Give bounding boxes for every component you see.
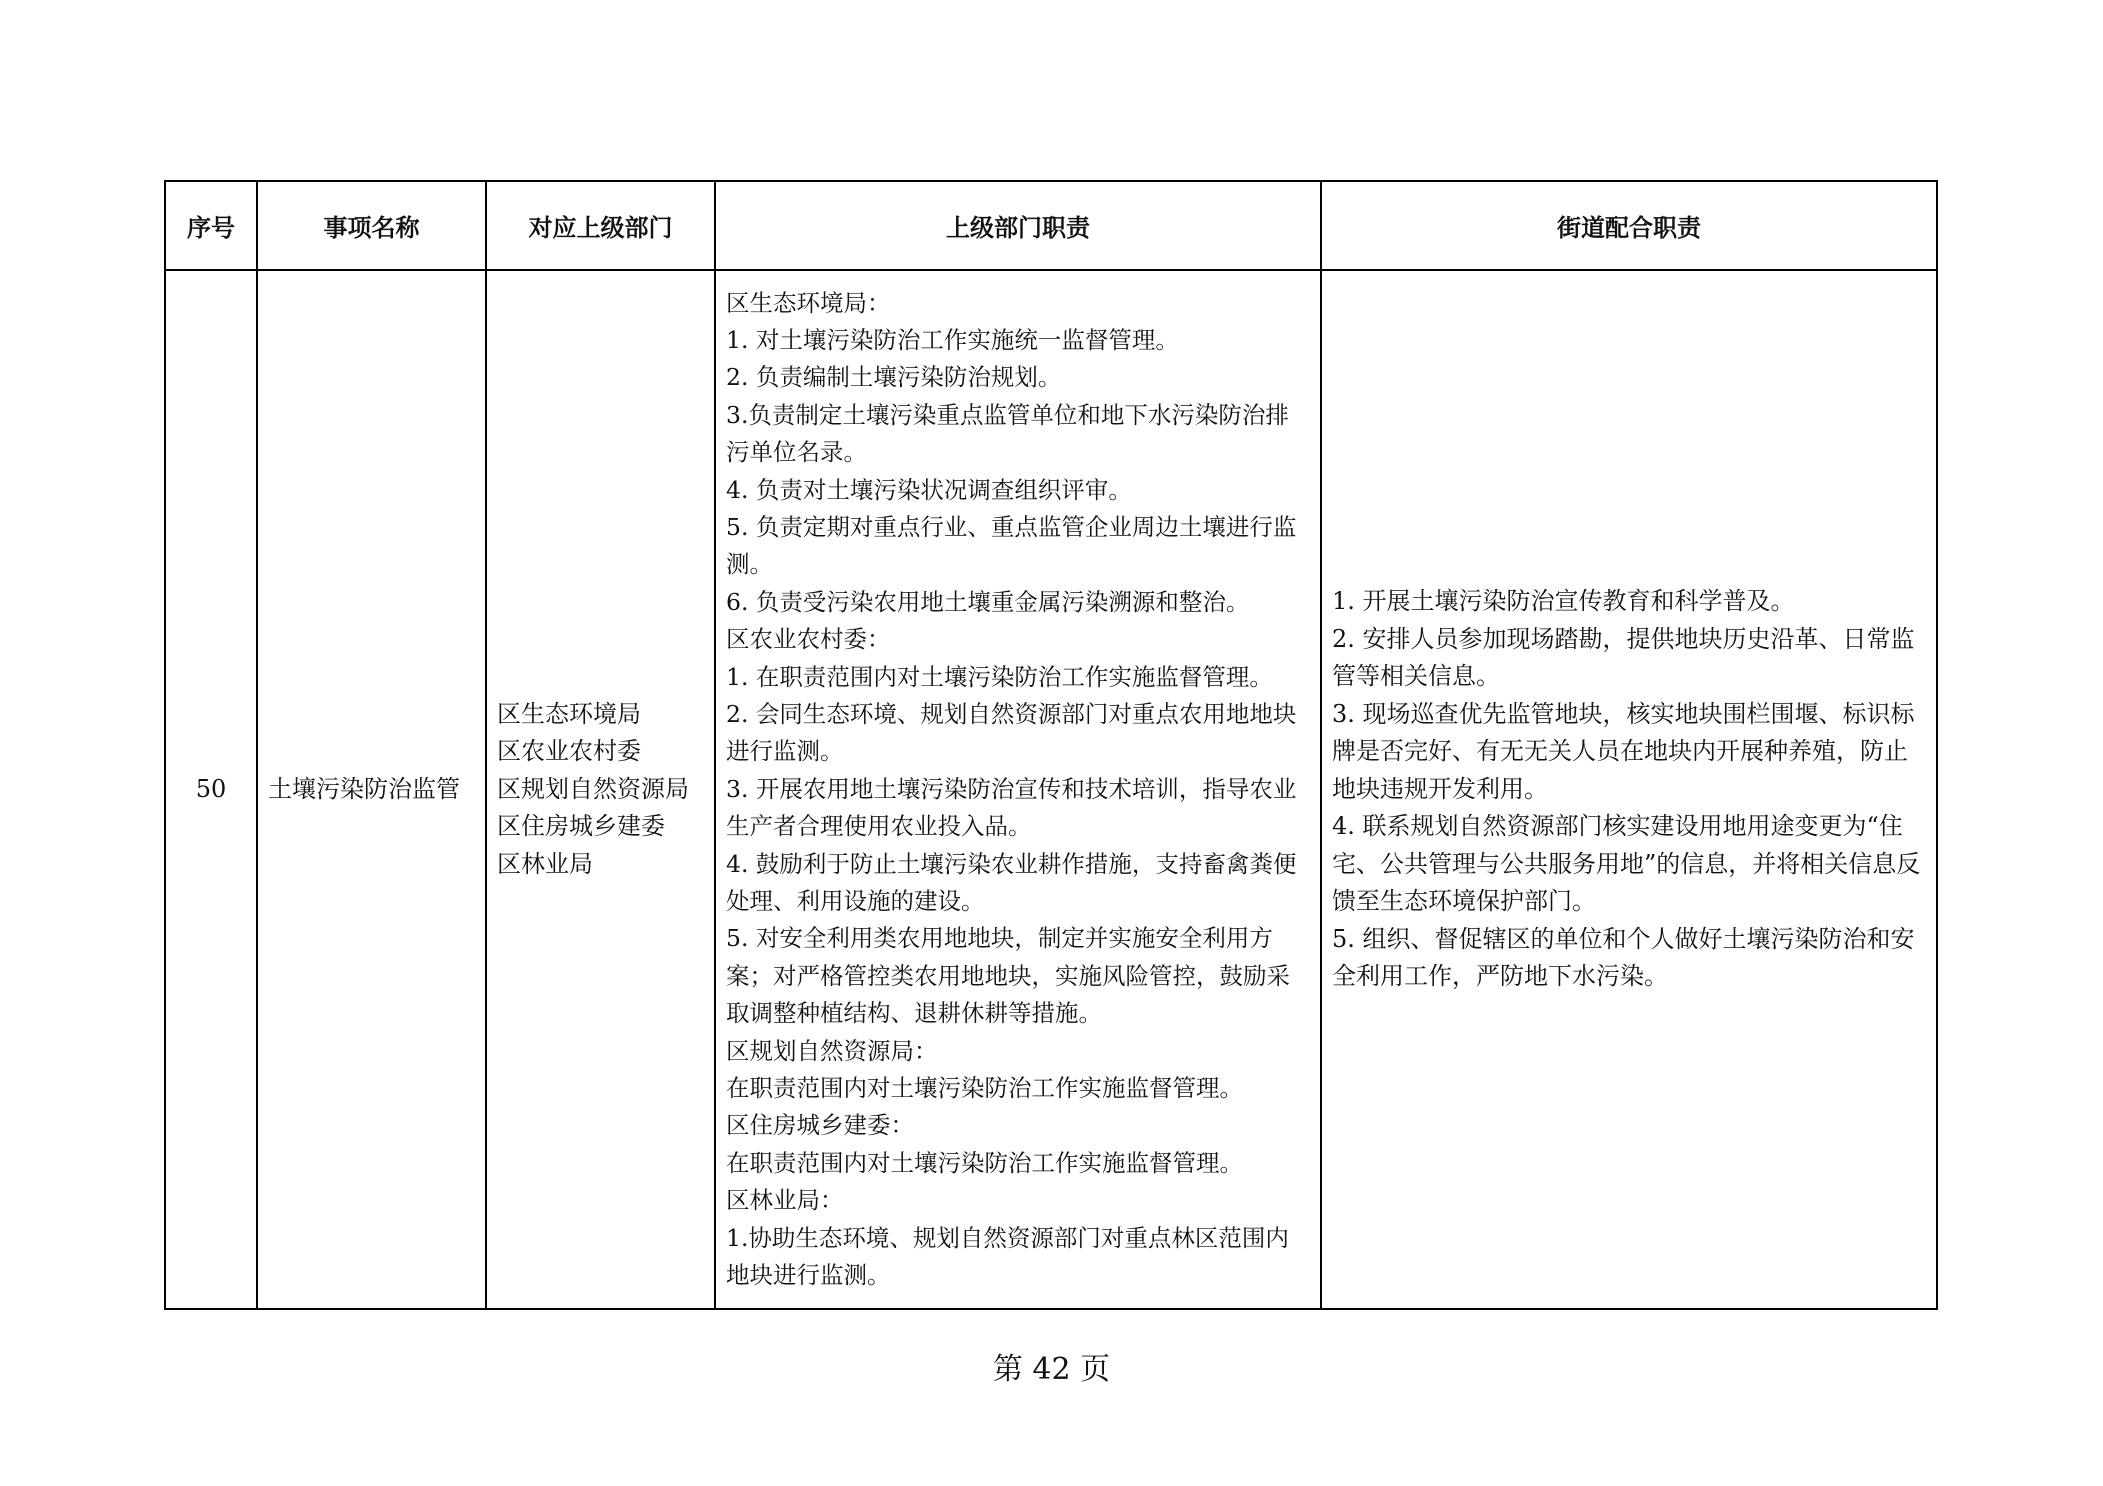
upper-duty-line: 1.协助生态环境、规划自然资源部门对重点林区范围内地块进行监测。 (726, 1223, 1289, 1290)
cell-street-duties (1321, 270, 1937, 1309)
street-duty-line: 4. 联系规划自然资源部门核实建设用地用途变更为“住宅、公共管理与公共服务用地”的信息，并将相关信息反馈至生态环境保护部门。 (1332, 812, 1921, 916)
upper-duty-line: 区住房城乡建委： (726, 1111, 914, 1140)
cell-upper-duties (715, 270, 1321, 1309)
header-item-name: 事项名称 (257, 181, 486, 270)
street-duty-line: 2. 安排人员参加现场踏勘，提供地块历史沿革、日常监管等相关信息。 (1332, 624, 1915, 691)
street-duty-line: 5. 组织、督促辖区的单位和个人做好土壤污染防治和安全利用工作，严防地下水污染。 (1332, 924, 1915, 991)
upper-duty-line: 4. 负责对土壤污染状况调查组织评审。 (726, 475, 1132, 504)
dept-line: 区规划自然资源局 (497, 774, 689, 803)
upper-duty-line: 在职责范围内对土壤污染防治工作实施监督管理。 (726, 1074, 1243, 1103)
dept-line: 区农业农村委 (497, 737, 641, 766)
dept-line: 区生态环境局 (497, 699, 641, 728)
upper-duty-line: 区规划自然资源局： (726, 1036, 938, 1065)
cell-item-name (257, 270, 486, 1309)
table-header-row (165, 181, 1937, 270)
upper-duty-line: 在职责范围内对土壤污染防治工作实施监督管理。 (726, 1148, 1243, 1177)
upper-duty-line: 4. 鼓励利于防止土壤污染农业耕作措施，支持畜禽粪便处理、利用设施的建设。 (726, 849, 1297, 916)
upper-duty-line: 1. 对土壤污染防治工作实施统一监督管理。 (726, 325, 1179, 354)
page-number: 第 42 页 (992, 1352, 1111, 1387)
upper-duty-line: 1. 在职责范围内对土壤污染防治工作实施监督管理。 (726, 662, 1273, 691)
upper-duty-line: 区生态环境局： (726, 288, 891, 317)
cell-upper-dept (486, 270, 715, 1309)
duties-table (164, 180, 1938, 1310)
upper-duty-line: 2. 负责编制土壤污染防治规划。 (726, 363, 1062, 392)
header-upper-dept: 对应上级部门 (486, 181, 715, 270)
upper-duty-line: 6. 负责受污染农用地土壤重金属污染溯源和整治。 (726, 587, 1250, 616)
upper-duty-line: 3. 开展农用地土壤污染防治宣传和技术培训，指导农业生产者合理使用农业投入品。 (726, 774, 1297, 841)
header-seq: 序号 (165, 181, 257, 270)
upper-duty-line: 5. 对安全利用类农用地地块，制定并实施安全利用方案；对严格管控类农用地地块，实施风险管控，鼓励采取调整种植结构、退耕休耕等措施。 (726, 924, 1290, 1028)
street-duty-line: 1. 开展土壤污染防治宣传教育和科学普及。 (1332, 587, 1795, 616)
item-name-text: 土壤污染防治监管 (268, 774, 460, 803)
upper-duty-line: 2. 会同生态环境、规划自然资源部门对重点农用地地块进行监测。 (726, 699, 1297, 766)
dept-line: 区住房城乡建委 (497, 812, 665, 841)
header-street-duties: 街道配合职责 (1321, 181, 1937, 270)
upper-duty-line: 区林业局： (726, 1186, 844, 1215)
dept-line: 区林业局 (497, 849, 593, 878)
table-row (165, 270, 1937, 1309)
street-duty-line: 3. 现场巡查优先监管地块，核实地块围栏围堰、标识标牌是否完好、有无无关人员在地块内开展种养殖，防止地块违规开发利用。 (1332, 699, 1915, 803)
header-upper-duties: 上级部门职责 (715, 181, 1321, 270)
cell-seq: 50 (165, 270, 257, 1309)
upper-duty-line: 3.负责制定土壤污染重点监管单位和地下水污染防治排污单位名录。 (726, 400, 1289, 467)
upper-duty-line: 区农业农村委： (726, 625, 891, 654)
upper-duty-line: 5. 负责定期对重点行业、重点监管企业周边土壤进行监测。 (726, 512, 1297, 579)
